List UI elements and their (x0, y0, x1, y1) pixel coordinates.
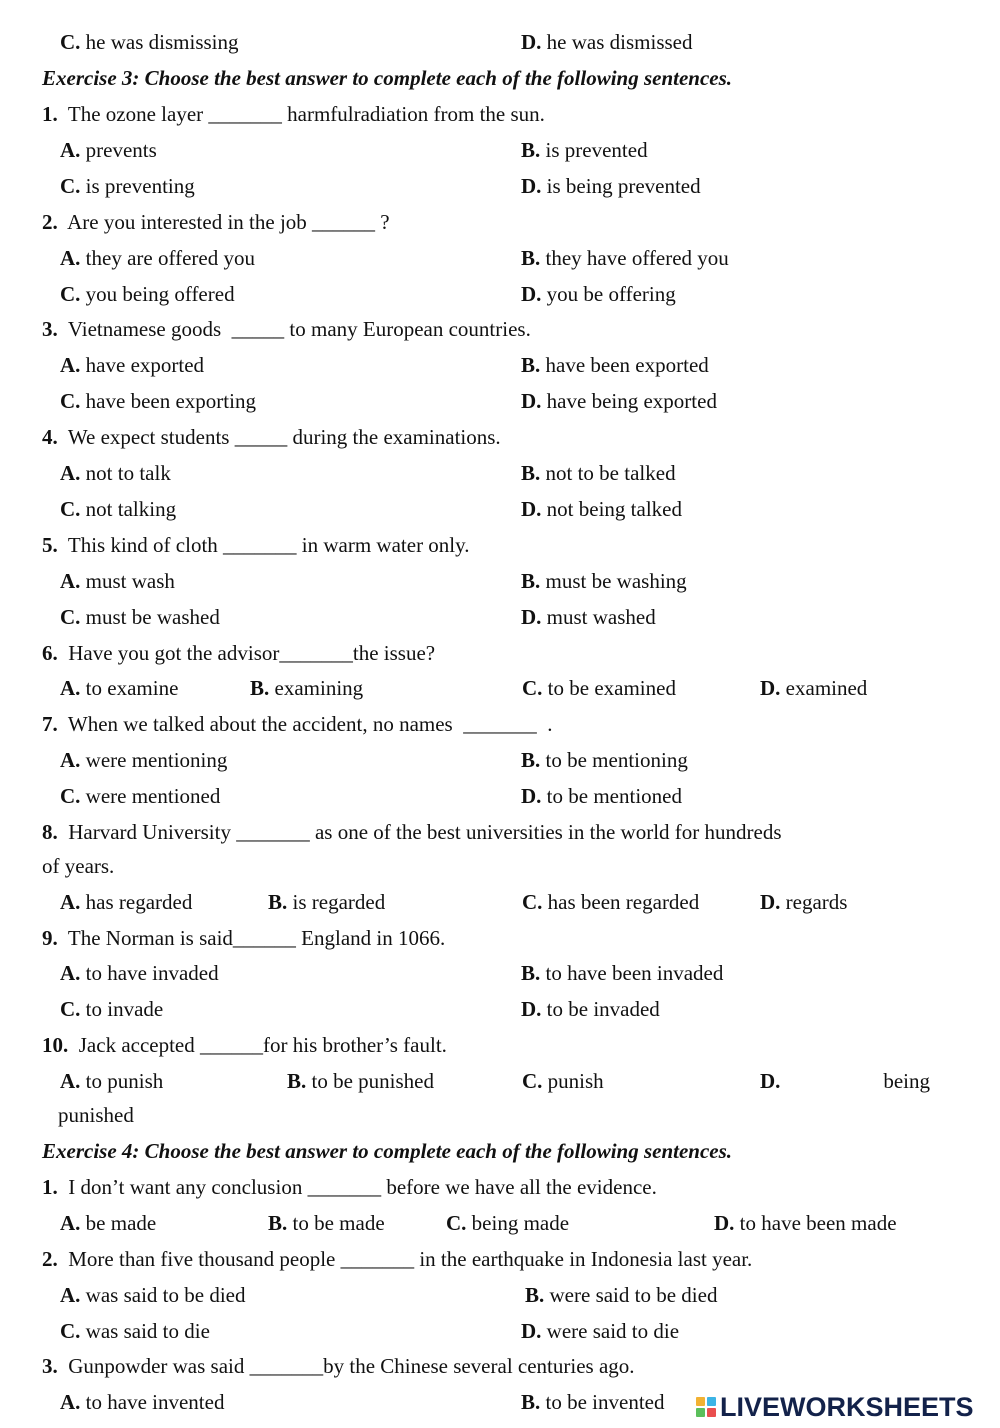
option-text: to be invaded (546, 997, 660, 1021)
option-text: you being offered (85, 282, 235, 306)
option-letter: C. (522, 890, 543, 914)
option-d (521, 497, 682, 521)
question-text: Are you interested in the job ______ ? (67, 210, 390, 234)
option-text: must wash (85, 569, 175, 593)
option-b (268, 890, 385, 914)
option-text: examined (785, 676, 868, 700)
option-letter: D. (521, 997, 542, 1021)
question-8 (42, 820, 782, 844)
option-letter: C. (446, 1211, 467, 1235)
option-d (714, 1211, 897, 1235)
question-number: 1. (42, 102, 58, 126)
option-letter: D. (521, 784, 542, 808)
question-number: 3. (42, 1354, 58, 1378)
question-5 (42, 533, 470, 557)
question-number: 7. (42, 712, 58, 736)
option-letter: B. (521, 569, 541, 593)
exercise-4-title: Exercise 4: Choose the best answer to complete each of the following sentences. (42, 1139, 733, 1163)
question-number: 4. (42, 425, 58, 449)
option-text: must be washing (545, 569, 687, 593)
question-number: 5. (42, 533, 58, 557)
option-c (522, 890, 699, 914)
ex4-question-1 (42, 1175, 657, 1199)
question-text: I don’t want any conclusion _______ before we have all the evidence. (68, 1175, 657, 1199)
option-a (60, 138, 157, 162)
question-2 (42, 210, 390, 234)
option-letter: D. (521, 174, 542, 198)
option-text: to be mentioned (546, 784, 682, 808)
question-text: The Norman is said______ England in 1066. (67, 926, 446, 950)
question-text: Have you got the advisor_______the issue? (68, 641, 436, 665)
option-c (60, 389, 256, 413)
question-text-continued: of years. (42, 854, 115, 878)
option-text: you be offering (546, 282, 676, 306)
option-letter: D. (521, 497, 542, 521)
liveworksheets-logo (696, 1390, 974, 1424)
question-1 (42, 102, 545, 126)
option-a (60, 676, 178, 700)
option-d (521, 997, 660, 1021)
option-b (521, 569, 687, 593)
option-text: punish (547, 1069, 604, 1093)
option-letter: C. (60, 174, 81, 198)
option-b (521, 461, 676, 485)
option-text: is being prevented (546, 174, 701, 198)
option-b (521, 138, 648, 162)
option-text: not to be talked (545, 461, 676, 485)
question-text: We expect students _____ during the examinations. (67, 425, 501, 449)
question-6 (42, 641, 435, 665)
option-b (250, 676, 363, 700)
option-letter: C. (60, 605, 81, 629)
option-letter: B. (521, 748, 541, 772)
option-letter: A. (60, 1283, 81, 1307)
option-text: being made (471, 1211, 570, 1235)
option-c (60, 174, 195, 198)
option-letter: B. (521, 961, 541, 985)
option-text: have been exporting (85, 389, 256, 413)
question-text: This kind of cloth _______ in warm water only. (67, 533, 470, 557)
option-letter: D. (714, 1211, 735, 1235)
option-letter: B. (268, 1211, 288, 1235)
option-text: to examine (85, 676, 179, 700)
option-text: to be punished (311, 1069, 434, 1093)
option-letter: D. (521, 282, 542, 306)
option-d (760, 676, 867, 700)
question-number: 9. (42, 926, 58, 950)
option-text: examining (274, 676, 364, 700)
option-b (268, 1211, 385, 1235)
option-c (446, 1211, 569, 1235)
option-text: they are offered you (85, 246, 255, 270)
option-text: must be washed (85, 605, 220, 629)
option-text: have exported (85, 353, 205, 377)
option-text: to have been made (739, 1211, 897, 1235)
option-d (521, 389, 717, 413)
option-a (60, 569, 175, 593)
option-text: is prevented (545, 138, 648, 162)
option-letter: B. (521, 1390, 541, 1414)
option-a (60, 1069, 163, 1093)
option-letter: C. (522, 1069, 543, 1093)
option-letter: B. (525, 1283, 545, 1307)
option-d (760, 890, 847, 914)
question-9 (42, 926, 445, 950)
question-7 (42, 712, 552, 736)
option-a (60, 353, 204, 377)
option-a (60, 1390, 224, 1414)
option-c (60, 282, 235, 306)
option-text: not to talk (85, 461, 171, 485)
exercise-3-title: Exercise 3: Choose the best answer to complete each of the following sentences. (42, 66, 733, 90)
question-3 (42, 317, 531, 341)
option-letter: C. (60, 784, 81, 808)
option-letter: D. (521, 389, 542, 413)
option-text: to be invented (545, 1390, 665, 1414)
option-b (521, 353, 709, 377)
option-a (60, 246, 255, 270)
option-letter: B. (521, 461, 541, 485)
logo-icon (696, 1397, 716, 1417)
question-number: 3. (42, 317, 58, 341)
option-letter: C. (522, 676, 543, 700)
option-a (60, 1283, 245, 1307)
option-text: have being exported (546, 389, 717, 413)
option-text: be made (85, 1211, 157, 1235)
question-number: 6. (42, 641, 58, 665)
question-number: 1. (42, 1175, 58, 1199)
option-letter: A. (60, 1211, 81, 1235)
option-letter: D. (760, 890, 781, 914)
option-text: were said to die (546, 1319, 680, 1343)
ex4-question-3 (42, 1354, 635, 1378)
option-text: to be made (292, 1211, 385, 1235)
option-letter: B. (521, 246, 541, 270)
option-c (522, 1069, 604, 1093)
option-letter: B. (287, 1069, 307, 1093)
option-text: was said to be died (85, 1283, 246, 1307)
option-b (521, 961, 723, 985)
option-c: C. he was dismissing (60, 30, 239, 54)
option-d (521, 174, 701, 198)
option-letter: B. (521, 353, 541, 377)
option-text: to invade (85, 997, 164, 1021)
option-a (60, 961, 219, 985)
option-letter: C. (60, 997, 81, 1021)
option-text: they have offered you (545, 246, 729, 270)
option-d (760, 1069, 930, 1093)
option-letter: D. (521, 1319, 542, 1343)
option-text: has been regarded (547, 890, 700, 914)
option-letter: A. (60, 1069, 81, 1093)
option-b (525, 1283, 717, 1307)
option-c (60, 497, 176, 521)
option-letter: A. (60, 890, 81, 914)
option-text: being (883, 1069, 930, 1093)
option-letter: A. (60, 1390, 81, 1414)
ex4-question-2 (42, 1247, 752, 1271)
question-text: Harvard University _______ as one of the best universities in the world for hundreds (68, 820, 782, 844)
option-text: were mentioning (85, 748, 228, 772)
option-text: to have been invaded (545, 961, 724, 985)
option-letter: B. (250, 676, 270, 700)
option-a (60, 890, 192, 914)
option-letter: A. (60, 246, 81, 270)
option-text: not being talked (546, 497, 682, 521)
question-4 (42, 425, 501, 449)
option-letter: A. (60, 676, 81, 700)
option-letter: A. (60, 961, 81, 985)
option-text: have been exported (545, 353, 709, 377)
option-letter: A. (60, 353, 81, 377)
option-letter: C. (60, 389, 81, 413)
option-letter: D. (760, 676, 781, 700)
option-text: to punish (85, 1069, 164, 1093)
option-b (287, 1069, 434, 1093)
option-text: is preventing (85, 174, 195, 198)
question-text: The ozone layer _______ harmfulradiation from the sun. (67, 102, 545, 126)
option-text: regards (785, 890, 848, 914)
option-letter: C. (60, 497, 81, 521)
option-d (521, 605, 656, 629)
question-number: 2. (42, 1247, 58, 1271)
option-text: to have invaded (85, 961, 219, 985)
option-text: was said to die (85, 1319, 210, 1343)
question-number: 10. (42, 1033, 69, 1057)
option-text: not talking (85, 497, 177, 521)
option-c (60, 605, 220, 629)
option-letter: C. (60, 1319, 81, 1343)
option-letter: B. (268, 890, 288, 914)
question-number: 8. (42, 820, 58, 844)
option-letter: A. (60, 138, 81, 162)
option-d (521, 282, 676, 306)
option-text: to have invented (85, 1390, 225, 1414)
option-c (60, 784, 220, 808)
option-c (60, 997, 163, 1021)
option-c (60, 1319, 210, 1343)
option-text: were said to be died (549, 1283, 718, 1307)
option-letter: D. (760, 1069, 781, 1093)
option-letter: B. (521, 138, 541, 162)
logo-text: LIVEWORKSHEETS (720, 1391, 974, 1422)
option-letter: A. (60, 461, 81, 485)
option-a (60, 748, 227, 772)
option-letter: A. (60, 748, 81, 772)
option-a (60, 1211, 156, 1235)
option-letter: C. (60, 282, 81, 306)
option-letter: D. (521, 605, 542, 629)
option-b (521, 1390, 664, 1414)
question-10 (42, 1033, 447, 1057)
option-d: D. he was dismissed (521, 30, 693, 54)
question-number: 2. (42, 210, 58, 234)
option-text: to be examined (547, 676, 676, 700)
option-c (522, 676, 676, 700)
option-text: to be mentioning (545, 748, 688, 772)
option-text-continued: punished (58, 1103, 134, 1127)
option-a (60, 461, 171, 485)
option-text: were mentioned (85, 784, 221, 808)
option-text: must washed (546, 605, 656, 629)
option-text: is regarded (292, 890, 386, 914)
option-b (521, 748, 688, 772)
question-text: Jack accepted ______for his brother’s fault. (78, 1033, 447, 1057)
option-d (521, 1319, 679, 1343)
question-text: Gunpowder was said _______by the Chinese several centuries ago. (68, 1354, 635, 1378)
option-b (521, 246, 729, 270)
option-d (521, 784, 682, 808)
option-text: prevents (85, 138, 157, 162)
question-text: More than five thousand people _______ in the earthquake in Indonesia last year. (68, 1247, 753, 1271)
question-text: When we talked about the accident, no names _______ . (67, 712, 553, 736)
option-text: has regarded (85, 890, 193, 914)
option-letter: A. (60, 569, 81, 593)
question-text: Vietnamese goods _____ to many European countries. (67, 317, 531, 341)
